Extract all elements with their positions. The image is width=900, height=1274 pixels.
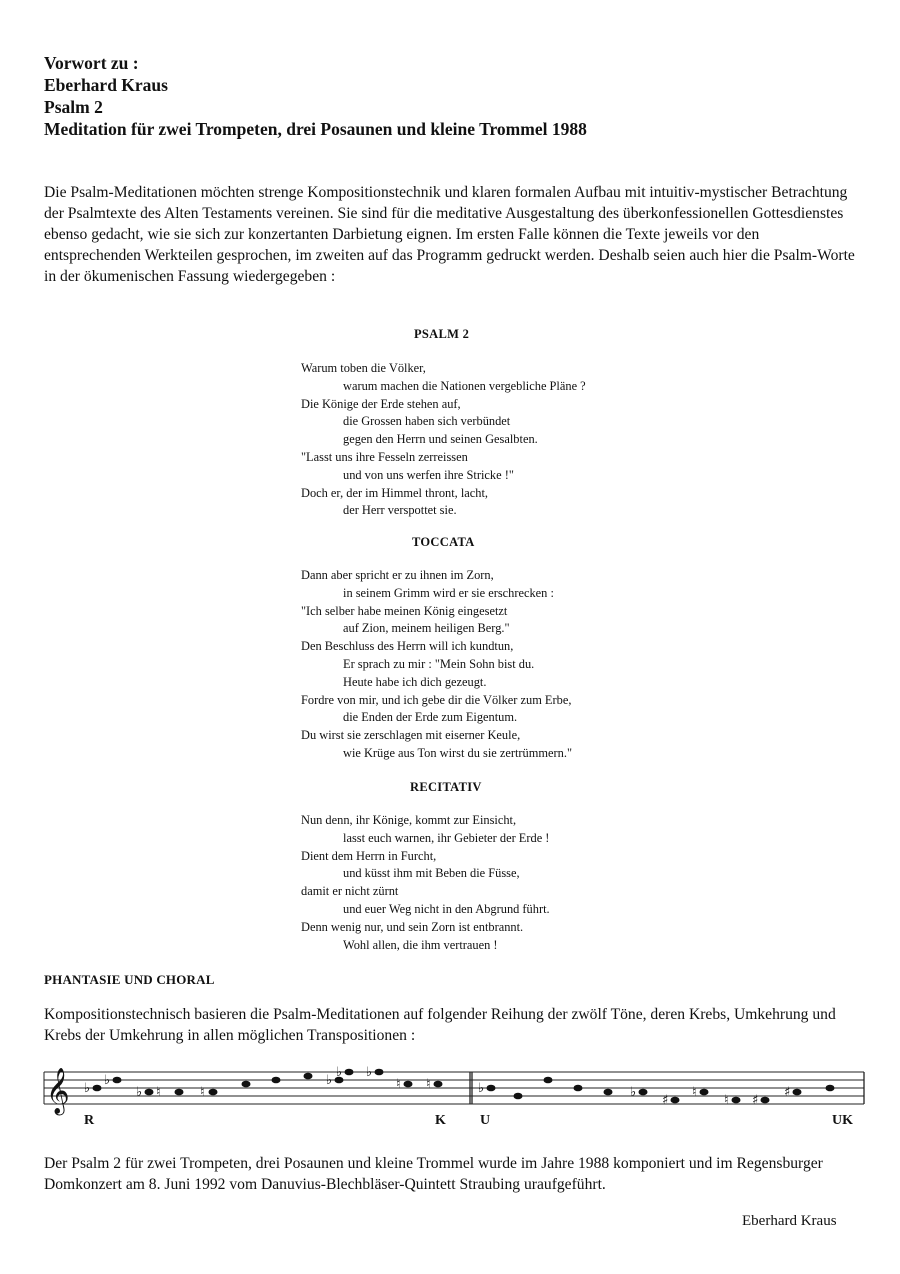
poem-line: damit er nicht zürnt (301, 884, 399, 899)
poem-line: die Enden der Erde zum Eigentum. (343, 710, 518, 725)
recitativ-text (301, 812, 550, 954)
note-head (487, 1085, 496, 1092)
natural-icon: ♮ (156, 1085, 161, 1100)
poem-line: gegen den Herrn und seinen Gesalbten. (343, 432, 538, 447)
flat-icon: ♭ (84, 1081, 91, 1096)
section-title-toccata: TOCCATA (412, 535, 475, 549)
poem-line: die Grossen haben sich verbündet (343, 414, 511, 429)
note-head (209, 1089, 218, 1096)
toccata-text (301, 567, 572, 763)
psalm-text (301, 360, 586, 520)
note-head (242, 1081, 251, 1088)
section-title-recitativ: RECITATIV (410, 780, 482, 794)
note-head (544, 1077, 553, 1084)
note-head (304, 1073, 313, 1080)
poem-line: Dann aber spricht er zu ihnen im Zorn, (301, 568, 494, 582)
natural-icon: ♮ (724, 1093, 729, 1108)
poem-line: Doch er, der im Himmel thront, lacht, (301, 485, 489, 500)
document-heading (44, 52, 587, 140)
sharp-icon: ♯ (752, 1093, 759, 1108)
note-head (93, 1085, 102, 1092)
note-head (761, 1097, 770, 1104)
poem-line: Heute habe ich dich gezeugt. (343, 674, 487, 689)
note-head (272, 1077, 281, 1084)
note-head (375, 1069, 384, 1076)
staff-label-r: R (84, 1113, 95, 1128)
natural-icon: ♮ (200, 1085, 205, 1100)
poem-line: Du wirst sie zerschlagen mit eiserner Keule, (301, 728, 521, 743)
poem-line: der Herr verspottet sie. (343, 503, 457, 518)
staff-lines (44, 1072, 864, 1104)
note-head (113, 1077, 122, 1084)
note-head (639, 1089, 648, 1096)
poem-line: Dient dem Herrn in Furcht, (301, 848, 437, 863)
tone-row-notes (84, 1065, 835, 1108)
poem-line: wie Krüge aus Ton wirst du sie zertrümmern." (343, 745, 573, 760)
staff-label-uk: UK (832, 1113, 853, 1128)
flat-icon: ♭ (136, 1085, 143, 1100)
poem-line: "Ich selber habe meinen König eingesetzt (301, 603, 508, 618)
note-head (145, 1089, 154, 1096)
poem-line: lasst euch warnen, ihr Gebieter der Erde ! (343, 830, 550, 845)
note-head (604, 1089, 613, 1096)
poem-line: und von uns werfen ihre Stricke !" (343, 467, 514, 482)
natural-icon: ♮ (396, 1077, 401, 1092)
intro-paragraph: Die Psalm-Meditationen möchten strenge Kompositionstechnik und klaren formalen Aufbau mit intuitiv-mystischer Betrachtung der Psalmtexte des Alten Testaments vereinen. Sie sind für die meditative Ausgestaltung des überkonfessionellen Gottesdienstes ebenso gedacht, wie sie sich zur konzertanten Darbietung eignen. Im ersten Falle können die Texte jeweils vor den entsprechenden Werkteilen gesprochen, im zweiten auf das Programm gedruckt werden. Deshalb seien auch hier die Psalm-Worte in der ökumenischen Fassung wiedergegeben : (44, 184, 855, 285)
heading-preface: Vorwort zu : (44, 53, 139, 73)
staff-label-k: K (435, 1113, 446, 1128)
sharp-icon: ♯ (784, 1085, 791, 1100)
flat-icon: ♭ (336, 1065, 343, 1080)
natural-icon: ♮ (692, 1085, 697, 1100)
note-head (826, 1085, 835, 1092)
note-head (732, 1097, 741, 1104)
note-head (514, 1093, 523, 1100)
treble-clef-icon: 𝄞 (46, 1068, 70, 1114)
tone-row-staff (40, 1062, 870, 1132)
heading-work: Psalm 2 (44, 97, 103, 117)
poem-line: Warum toben die Völker, (301, 361, 426, 375)
heading-subtitle: Meditation für zwei Trompeten, drei Posaunen und kleine Trommel 1988 (44, 119, 587, 139)
note-head (793, 1089, 802, 1096)
premiere-paragraph: Der Psalm 2 für zwei Trompeten, drei Posaunen und kleine Trommel wurde im Jahre 1988 komponiert und im Regensburger Domkonzert am 8. Juni 1992 vom Danuvius-Blechbläser-Quintett Straubing uraufgeführt. (44, 1155, 823, 1193)
poem-line: Nun denn, ihr Könige, kommt zur Einsicht, (301, 813, 517, 827)
poem-line: und euer Weg nicht in den Abgrund führt. (343, 901, 550, 916)
flat-icon: ♭ (326, 1073, 333, 1088)
flat-icon: ♭ (104, 1073, 111, 1088)
poem-line: auf Zion, meinem heiligen Berg." (343, 621, 510, 636)
note-head (404, 1081, 413, 1088)
note-head (671, 1097, 680, 1104)
note-head (345, 1069, 354, 1076)
poem-line: Fordre von mir, und ich gebe dir die Völker zum Erbe, (301, 692, 572, 707)
section-title-psalm: PSALM 2 (414, 327, 470, 341)
note-head (175, 1089, 184, 1096)
poem-line: Die Könige der Erde stehen auf, (301, 396, 461, 411)
flat-icon: ♭ (478, 1081, 485, 1096)
poem-line: Den Beschluss des Herrn will ich kundtun, (301, 639, 514, 654)
poem-line: Denn wenig nur, und sein Zorn ist entbrannt. (301, 919, 524, 934)
signature: Eberhard Kraus (742, 1213, 837, 1229)
poem-line: in seinem Grimm wird er sie erschrecken : (343, 585, 554, 600)
flat-icon: ♭ (630, 1085, 637, 1100)
heading-composer: Eberhard Kraus (44, 75, 168, 95)
poem-line: Er sprach zu mir : "Mein Sohn bist du. (343, 656, 535, 671)
note-head (700, 1089, 709, 1096)
natural-icon: ♮ (426, 1077, 431, 1092)
section-title-phantasie: PHANTASIE UND CHORAL (44, 972, 215, 987)
note-head (574, 1085, 583, 1092)
technique-paragraph: Kompositionstechnisch basieren die Psalm-Meditationen auf folgender Reihung der zwölf Töne, deren Krebs, Umkehrung und Krebs der Umkehrung in allen möglichen Transpositionen : (44, 1006, 836, 1044)
staff-label-u: U (480, 1113, 491, 1128)
poem-line: warum machen die Nationen vergebliche Pläne ? (343, 378, 586, 393)
poem-line: und küsst ihm mit Beben die Füsse, (343, 866, 520, 881)
poem-line: "Lasst uns ihre Fesseln zerreissen (301, 449, 468, 464)
note-head (434, 1081, 443, 1088)
sharp-icon: ♯ (662, 1093, 669, 1108)
poem-line: Wohl allen, die ihm vertrauen ! (343, 937, 498, 952)
flat-icon: ♭ (366, 1065, 373, 1080)
